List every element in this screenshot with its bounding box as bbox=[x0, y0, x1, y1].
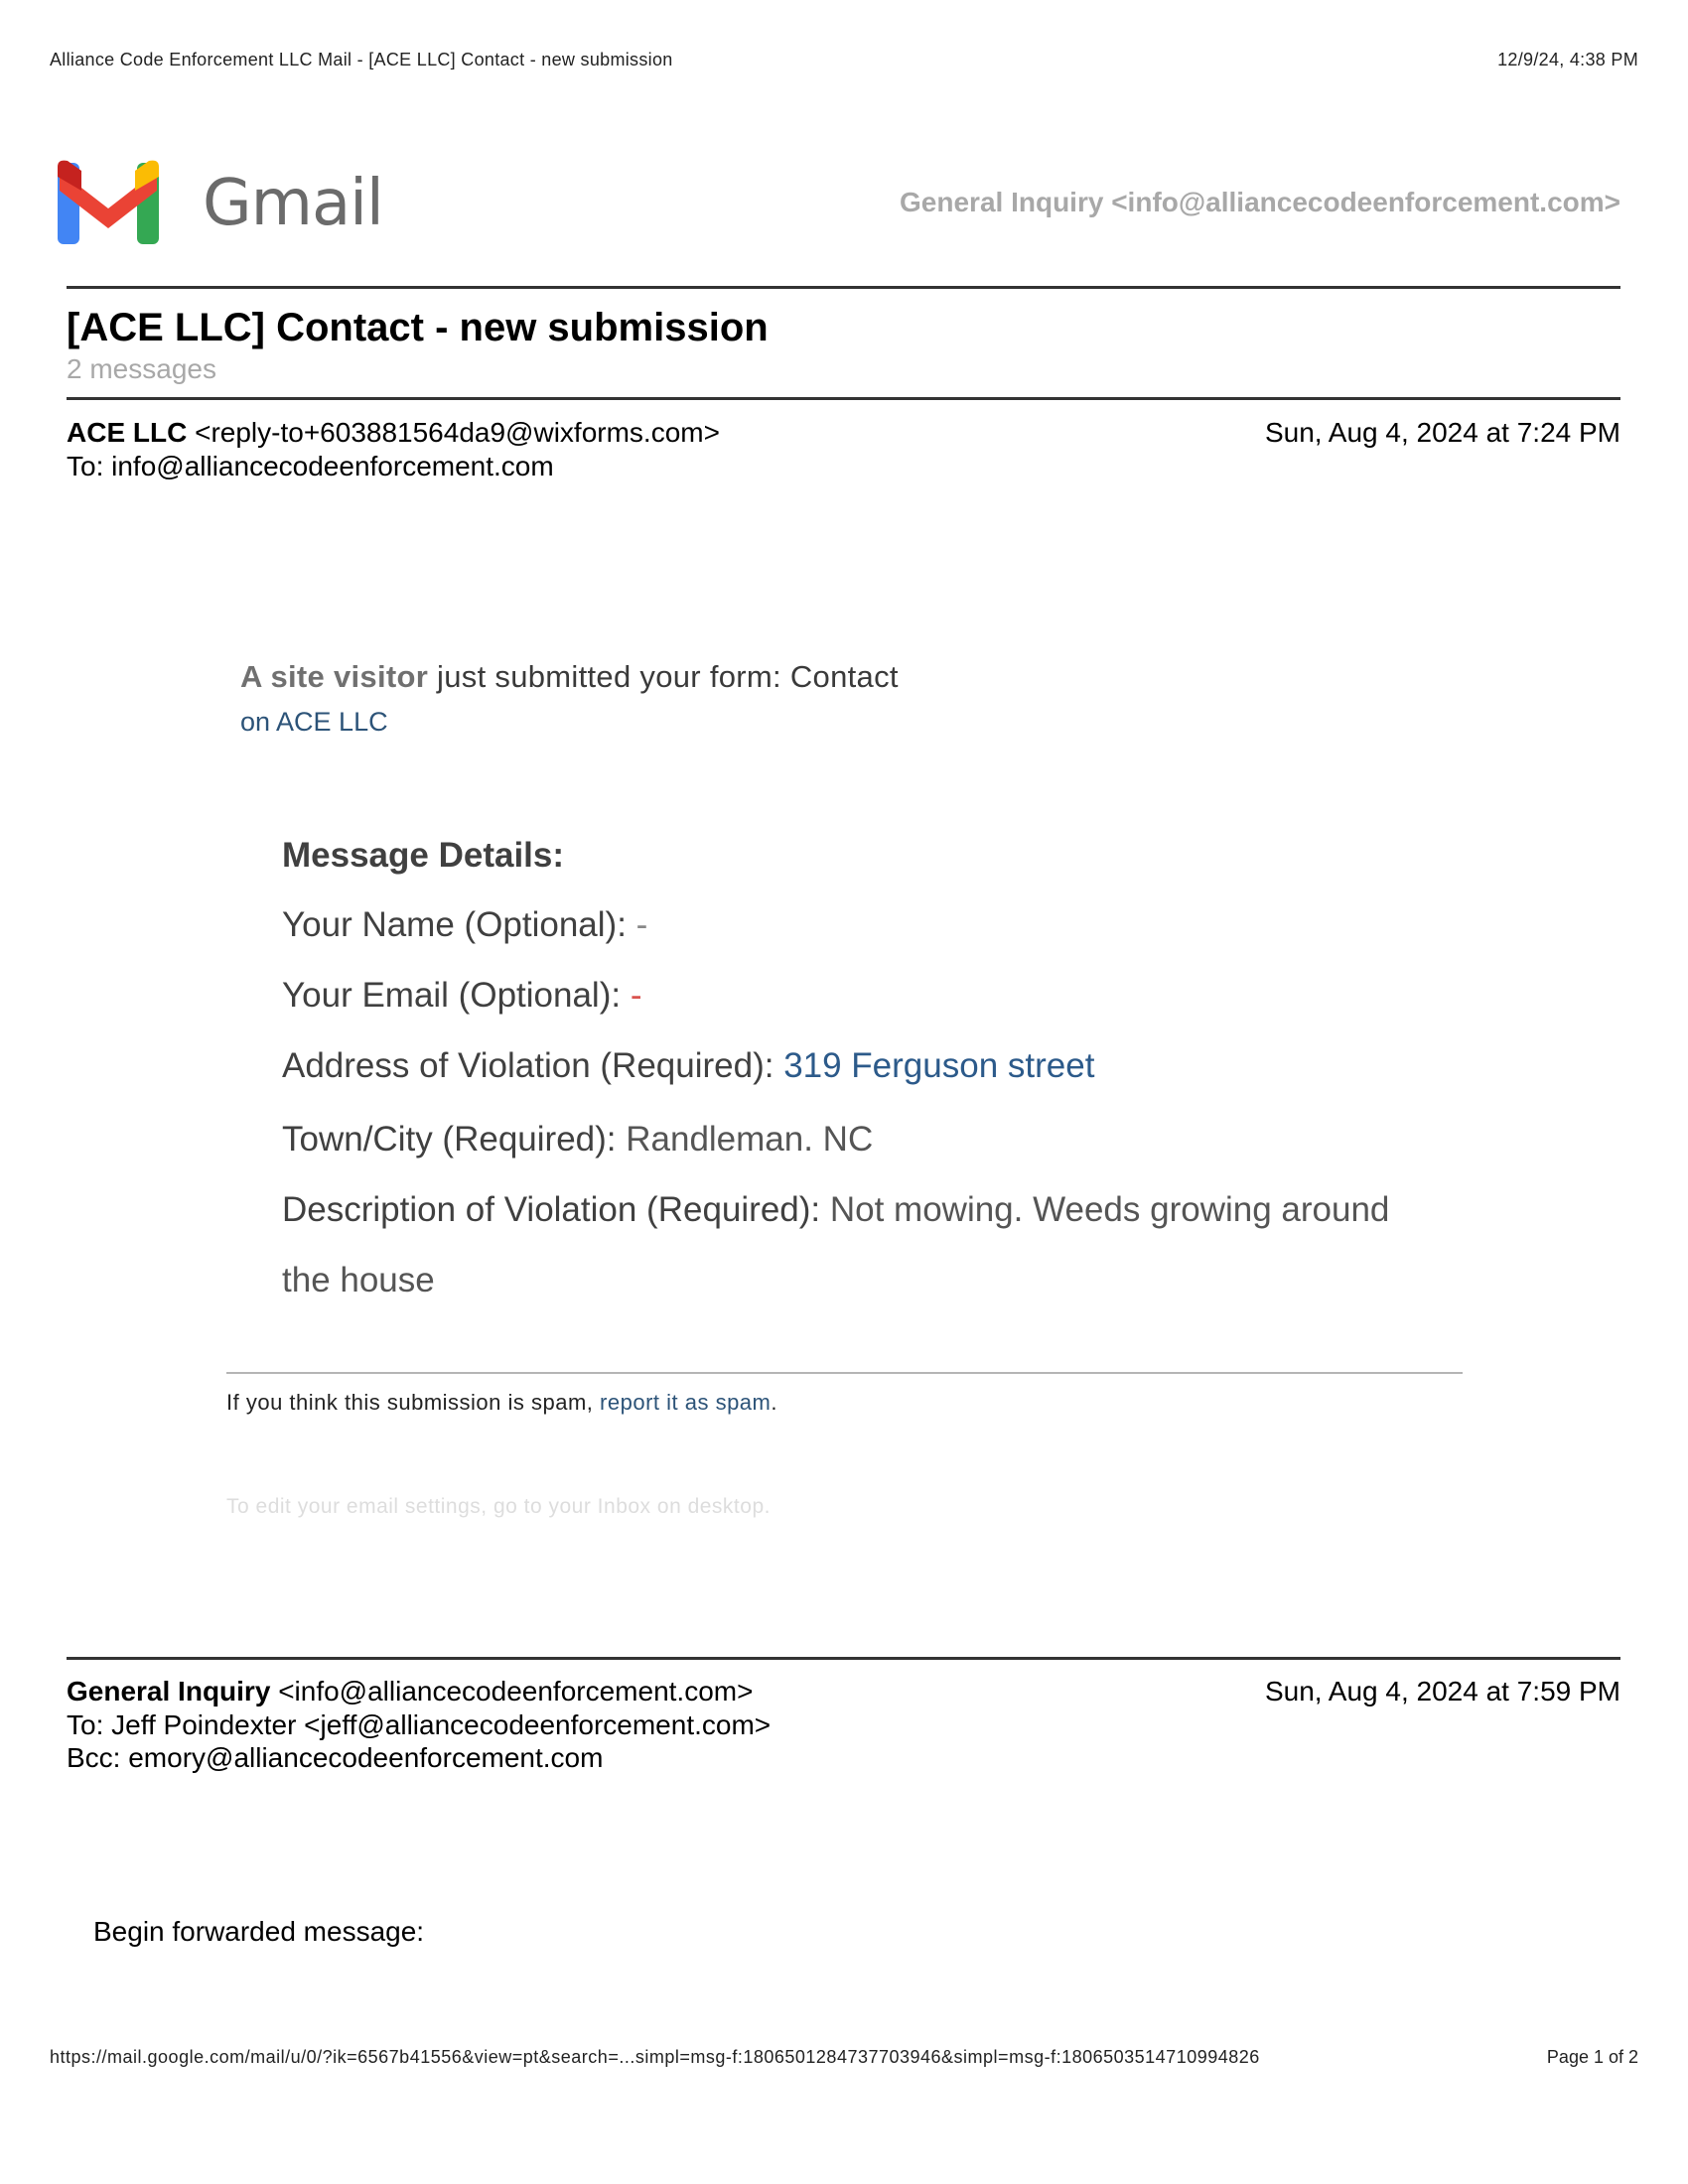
divider bbox=[67, 286, 1620, 289]
visitor-label: A site visitor bbox=[240, 659, 429, 694]
sender-email: <info@alliancecodeenforcement.com> bbox=[278, 1676, 754, 1706]
message-1-date: Sun, Aug 4, 2024 at 7:24 PM bbox=[1264, 417, 1620, 448]
sender-name: General Inquiry bbox=[67, 1676, 271, 1706]
thread-subject: [ACE LLC] Contact - new submission bbox=[67, 306, 769, 349]
print-header-timestamp: 12/9/24, 4:38 PM bbox=[1497, 50, 1638, 69]
field-label: Your Name (Optional): bbox=[282, 905, 636, 944]
spam-end: . bbox=[771, 1390, 777, 1415]
field-value: - bbox=[635, 905, 648, 944]
print-footer-url: https://mail.google.com/mail/u/0/?ik=6567b41556&view=pt&search=...simpl=msg-f:1806501284737703946&simpl=msg-f:1806503514710994826 bbox=[50, 2047, 1260, 2067]
field-name bbox=[282, 905, 647, 945]
form-divider bbox=[226, 1372, 1463, 1374]
divider bbox=[67, 1657, 1620, 1660]
field-email bbox=[282, 976, 641, 1016]
field-value: Not mowing. Weeds growing around bbox=[829, 1190, 1390, 1229]
email-settings-note: To edit your email settings, go to your Inbox on desktop. bbox=[226, 1495, 771, 1518]
message-2-bcc: Bcc: emory@alliancecodeenforcement.com bbox=[67, 1742, 604, 1773]
field-value: - bbox=[630, 976, 642, 1015]
form-intro-text: just submitted your form: Contact bbox=[428, 659, 899, 694]
message-count: 2 messages bbox=[67, 353, 216, 384]
spam-notice bbox=[226, 1390, 777, 1416]
field-address bbox=[282, 1046, 1094, 1086]
gmail-logo bbox=[56, 157, 383, 248]
address-link[interactable]: 319 Ferguson street bbox=[783, 1046, 1095, 1085]
field-label: Address of Violation (Required): bbox=[282, 1046, 784, 1085]
message-1-sender bbox=[67, 417, 720, 449]
message-2-sender bbox=[67, 1676, 753, 1707]
page-number: Page 1 of 2 bbox=[1546, 2047, 1638, 2067]
field-label: Description of Violation (Required): bbox=[282, 1190, 830, 1229]
field-description bbox=[282, 1190, 1389, 1230]
gmail-wordmark: Gmail bbox=[203, 167, 383, 240]
message-2-to: To: Jeff Poindexter <jeff@alliancecodeenforcement.com> bbox=[67, 1709, 772, 1740]
sender-email: <reply-to+603881564da9@wixforms.com> bbox=[195, 417, 720, 448]
account-identity: General Inquiry <info@alliancecodeenforcement.com> bbox=[900, 187, 1620, 217]
site-name-link[interactable]: on ACE LLC bbox=[240, 707, 388, 737]
message-2-date: Sun, Aug 4, 2024 at 7:59 PM bbox=[1264, 1676, 1620, 1706]
details-title: Message Details: bbox=[282, 836, 565, 875]
field-label: Town/City (Required): bbox=[282, 1120, 627, 1159]
forward-intro: Begin forwarded message: bbox=[93, 1916, 425, 1947]
message-1-to: To: info@alliancecodeenforcement.com bbox=[67, 451, 554, 481]
print-header-title: Alliance Code Enforcement LLC Mail - [ACE LLC] Contact - new submission bbox=[50, 50, 673, 69]
divider bbox=[67, 397, 1620, 400]
field-town bbox=[282, 1120, 873, 1160]
form-intro bbox=[240, 659, 899, 695]
report-spam-link[interactable]: report it as spam bbox=[600, 1390, 772, 1415]
sender-name: ACE LLC bbox=[67, 417, 188, 448]
field-description-continued: the house bbox=[282, 1261, 435, 1299]
spam-text: If you think this submission is spam, bbox=[226, 1390, 601, 1415]
gmail-m-icon bbox=[56, 157, 161, 246]
field-value: Randleman. NC bbox=[626, 1120, 874, 1159]
field-label: Your Email (Optional): bbox=[282, 976, 631, 1015]
